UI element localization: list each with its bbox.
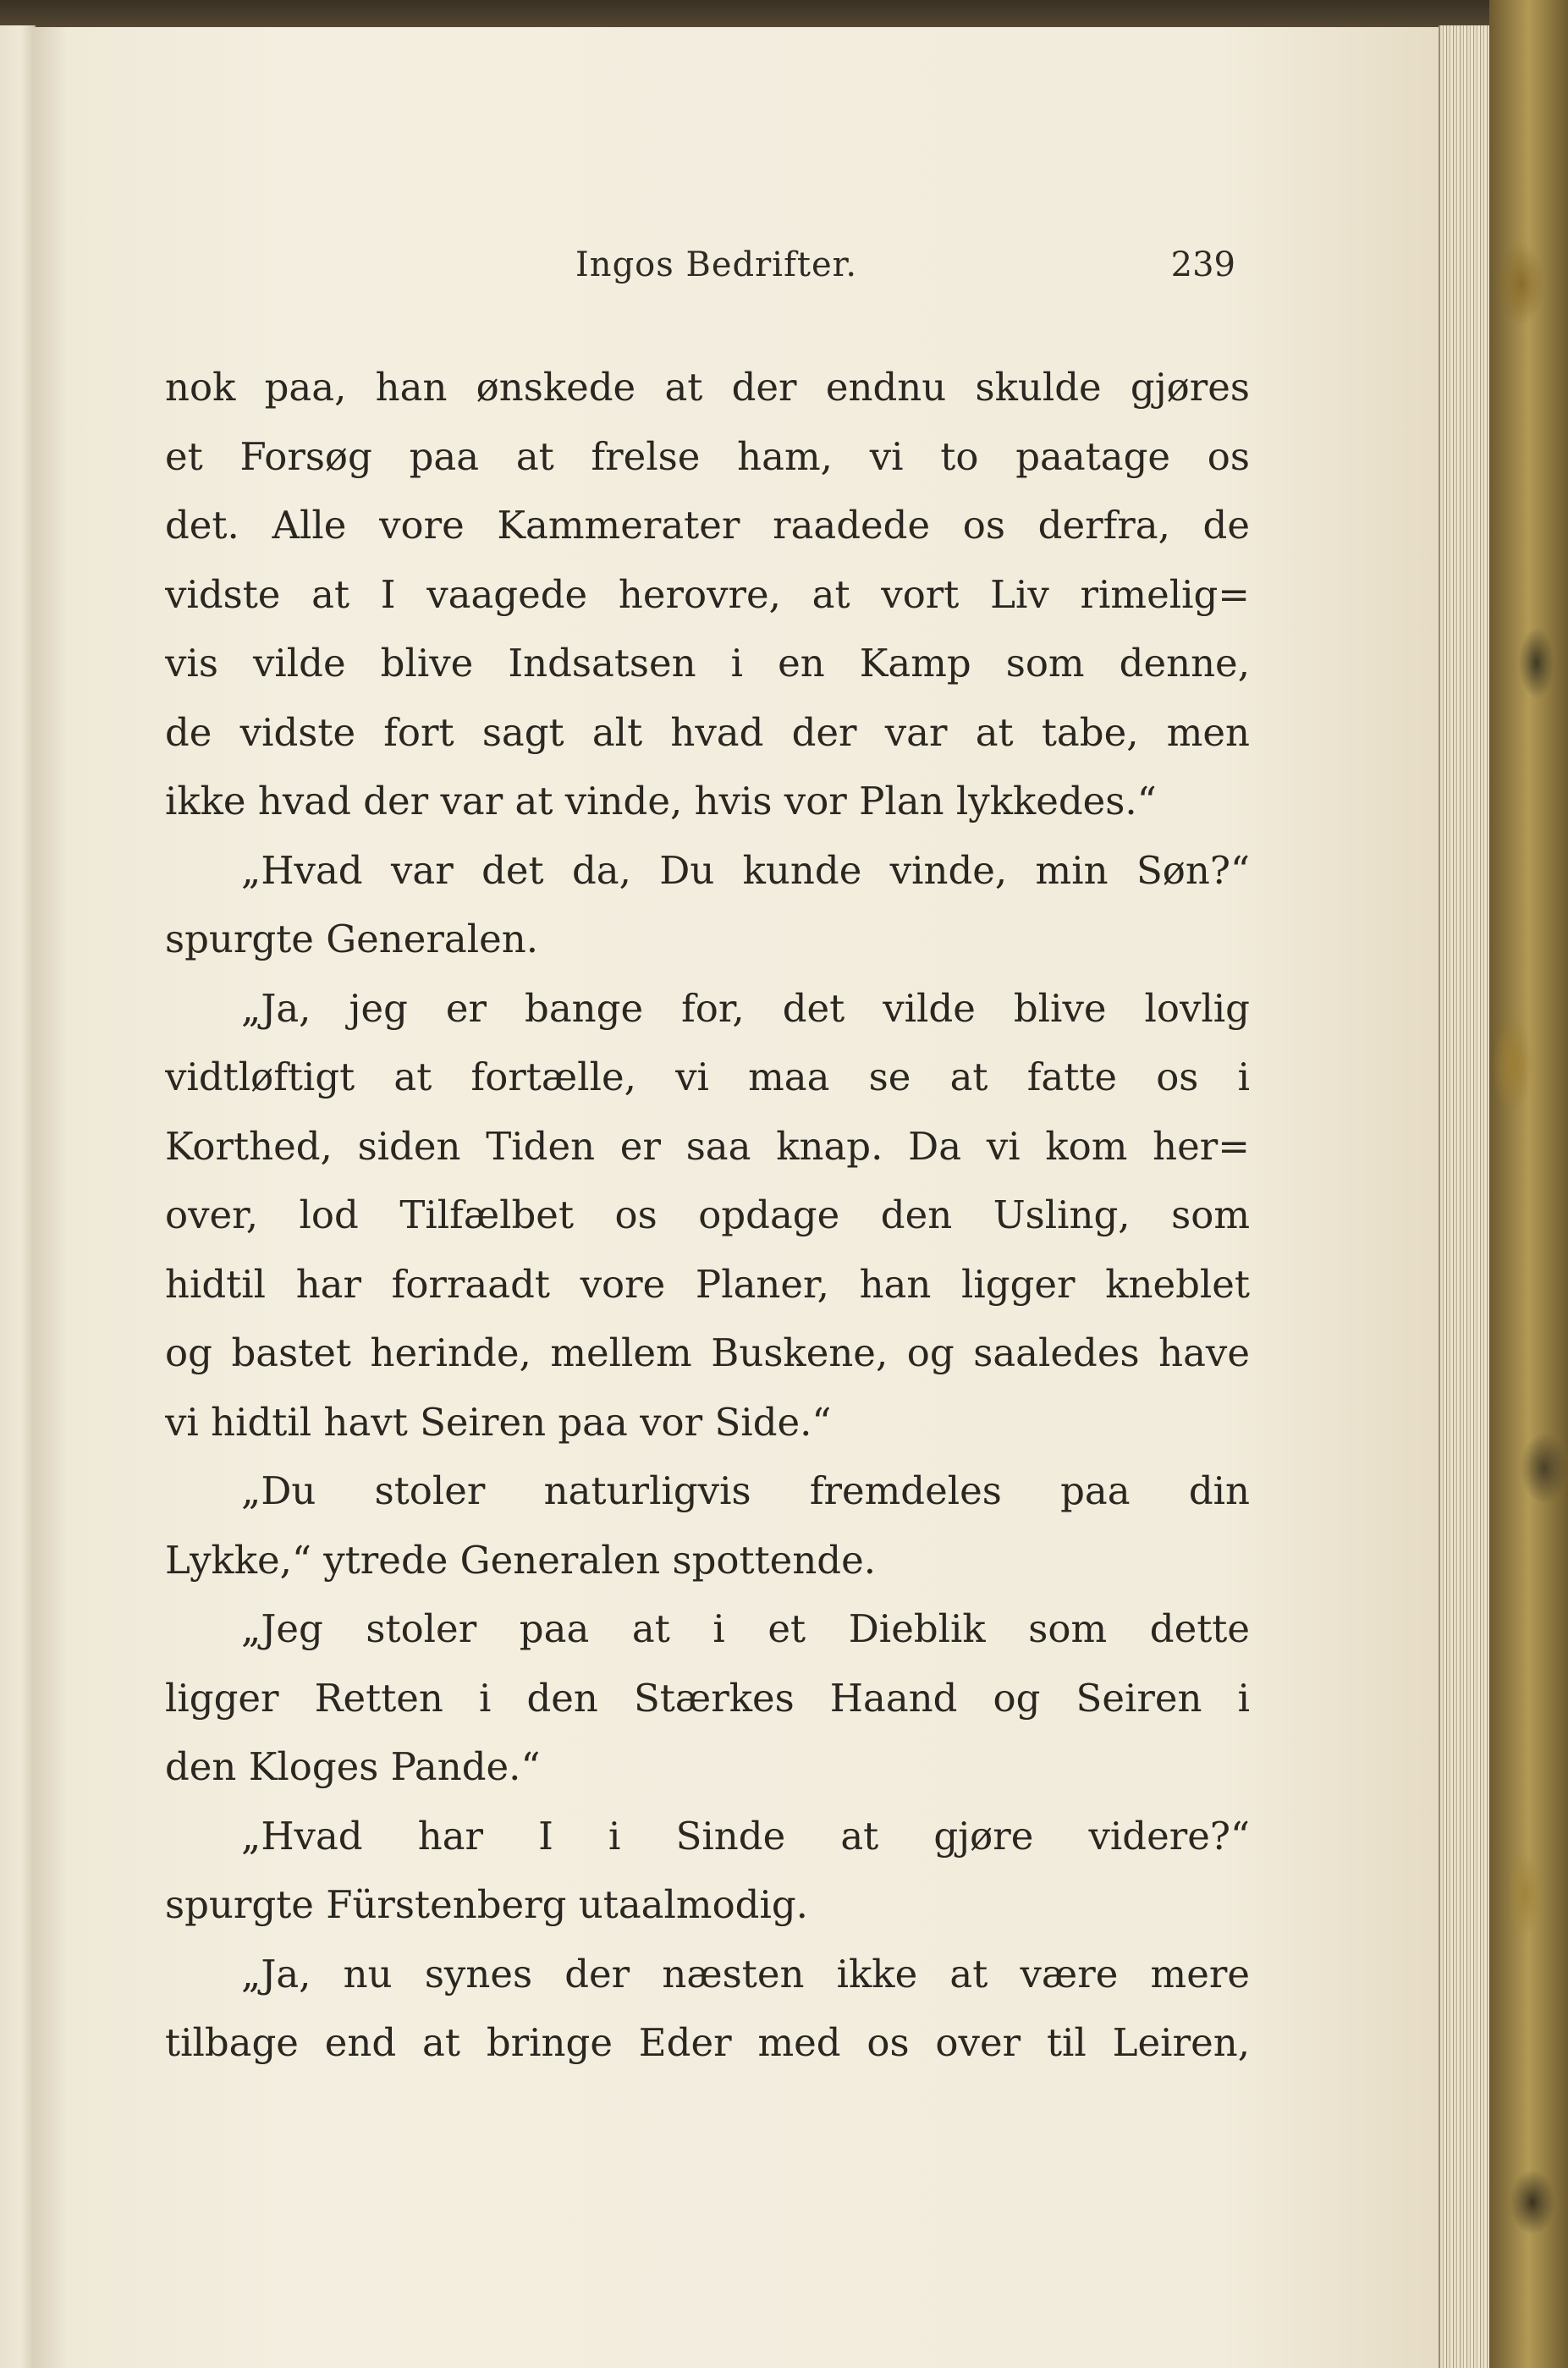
text-line: ikke hvad der var at vinde, hvis vor Plan lykkedes.“ <box>165 779 1157 823</box>
text-line: og bastet herinde, mellem Buskene, og saaledes have <box>165 1330 1250 1375</box>
text-line: nok paa, han ønskede at der endnu skulde gjøres <box>165 365 1250 410</box>
text-line: „Jeg stoler paa at i et Dieblik som dette <box>241 1606 1250 1651</box>
running-head: Ingos Bedrifter. <box>575 245 858 284</box>
text-line: hidtil har forraadt vore Planer, han ligger kneblet <box>165 1261 1250 1307</box>
text-line: den Kloges Pande.“ <box>165 1744 541 1789</box>
text-line: Lykke,“ ytrede Generalen spottende. <box>165 1537 877 1583</box>
text-line: Korthed, siden Tiden er saa knap. Da vi kom her= <box>165 1123 1250 1169</box>
text-line: det. Alle vore Kammerater raadede os derfra, de <box>165 503 1250 548</box>
page-number: 239 <box>1170 245 1235 284</box>
text-line: „Du stoler naturligvis fremdeles paa din <box>241 1468 1250 1513</box>
text-line: vidste at I vaagede herovre, at vort Liv rimelig= <box>165 571 1250 617</box>
text-line: vidtløftigt at fortælle, vi maa se at fatte os i <box>165 1055 1250 1099</box>
text-line: over, lod Tilfælbet os opdage den Usling, som <box>165 1192 1250 1237</box>
book-page <box>34 27 1439 2368</box>
page-header <box>68 245 1235 288</box>
page-edges <box>1439 25 1493 2368</box>
body-text <box>165 353 1250 2078</box>
text-line: tilbage end at bringe Eder med os over til Leiren, <box>165 2020 1250 2065</box>
text-line: spurgte Generalen. <box>165 917 539 961</box>
text-line: vi hidtil havt Seiren paa vor Side.“ <box>165 1399 832 1445</box>
text-line: spurgte Fürstenberg utaalmodig. <box>165 1882 808 1927</box>
text-line: „Ja, nu synes der næsten ikke at være mere <box>241 1951 1250 1996</box>
text-line: vis vilde blive Indsatsen i en Kamp som denne, <box>165 641 1250 686</box>
text-line: de vidste fort sagt alt hvad der var at tabe, men <box>165 709 1250 755</box>
text-line: „Hvad var det da, Du kunde vinde, min Søn?“ <box>241 847 1250 893</box>
text-line: „Hvad har I i Sinde at gjøre videre?“ <box>241 1813 1250 1859</box>
text-line: „Ja, jeg er bange for, det vilde blive lovlig <box>241 985 1250 1031</box>
text-line: et Forsøg paa at frelse ham, vi to paatage os <box>165 433 1250 479</box>
facing-page-edge <box>0 25 36 2368</box>
marbled-edge <box>1489 0 1568 2368</box>
text-line: ligger Retten i den Stærkes Haand og Seiren i <box>165 1675 1250 1721</box>
